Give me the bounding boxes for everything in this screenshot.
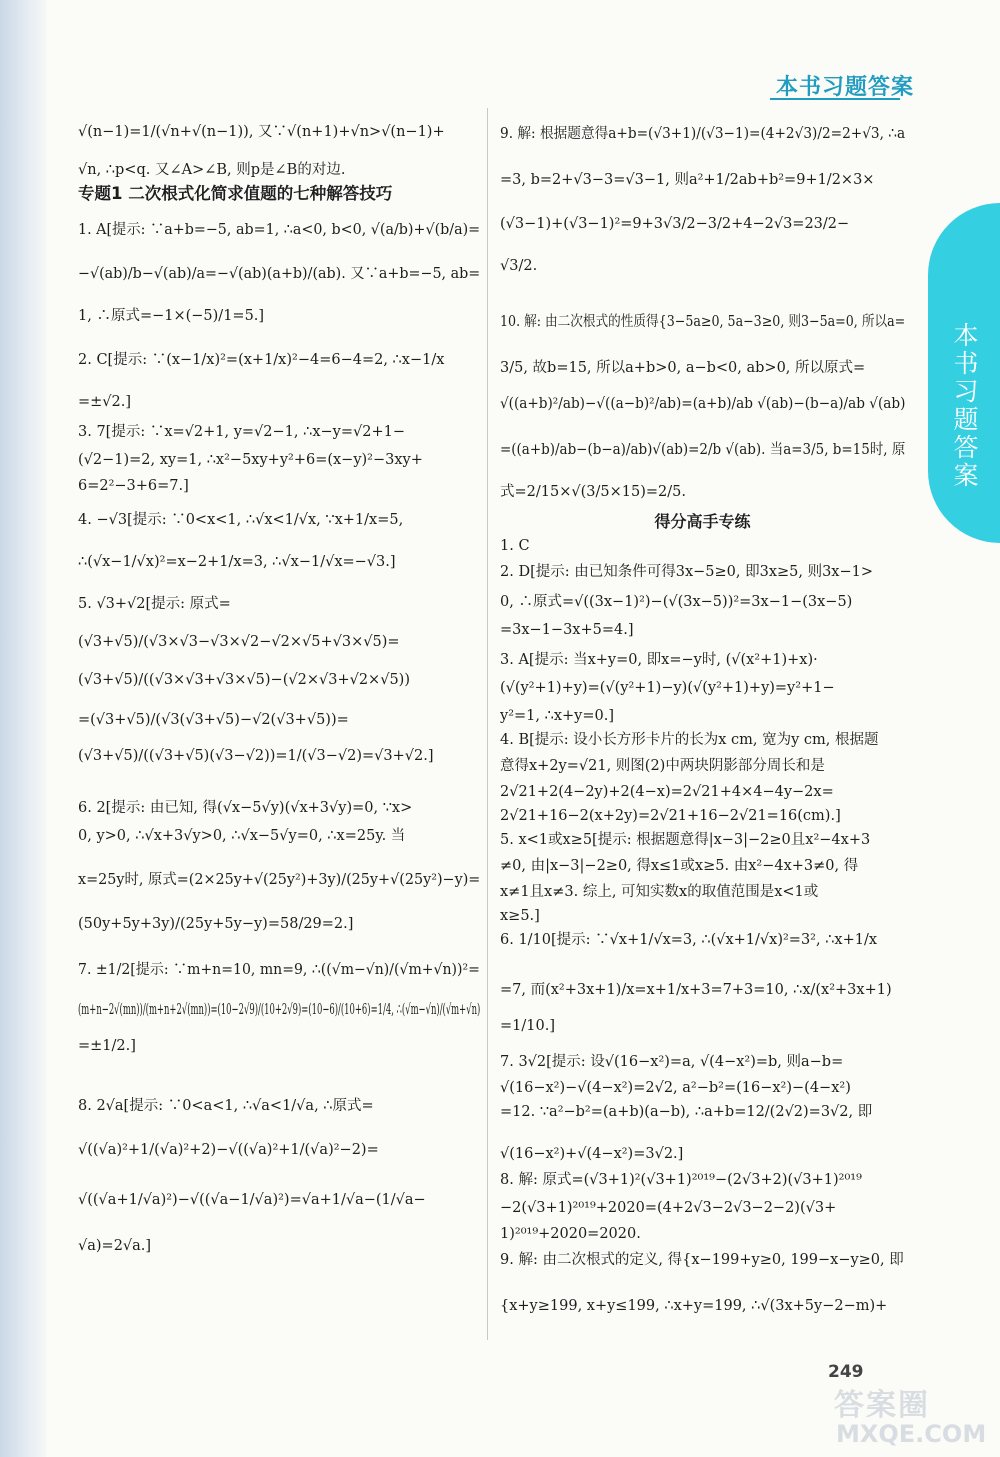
- answer-line: =3, b=2+√3−3=√3−1, 则a²+1/2ab+b²=9+1/2×3×: [500, 172, 875, 188]
- answer-line: =1/10.]: [500, 1018, 555, 1034]
- answer-line: (√2−1)=2, xy=1, ∴x²−5xy+y²+6=(x−y)²−3xy+: [78, 452, 423, 468]
- page-binding-edge: [0, 0, 46, 1457]
- answer-line: (√3+√5)/((√3+√5)(√3−√2))=1/(√3−√2)=√3+√2.]: [78, 748, 434, 764]
- answer-line: 3. A[提示: 当x+y=0, 即x=−y时, (√(x²+1)+x)·: [500, 652, 818, 668]
- page-header-title: 本书习题答案: [776, 75, 915, 100]
- answer-line: √(16−x²)+√(4−x²)=3√2.]: [500, 1146, 684, 1162]
- answer-line: 4. B[提示: 设小长方形卡片的长为x cm, 宽为y cm, 根据题: [500, 732, 879, 748]
- answer-line: =12. ∵a²−b²=(a+b)(a−b), ∴a+b=12/(2√2)=3√2, 即: [500, 1104, 873, 1120]
- answer-line: 式=2/15×√(3/5×15)=2/5.: [500, 484, 686, 500]
- answer-line: 6=2²−3+6=7.]: [78, 478, 189, 494]
- answer-line: 8. 解: 原式=(√3+1)²(√3+1)²⁰¹⁹−(2√3+2)(√3+1)²⁰¹⁹: [500, 1172, 862, 1188]
- answer-line: (√(y²+1)+y)=(√(y²+1)−y)(√(y²+1)+y)=y²+1−: [500, 680, 835, 696]
- answer-line: √3/2.: [500, 258, 538, 274]
- answer-line: (√3+√5)/(√3×√3−√3×√2−√2×√5+√3×√5)=: [78, 634, 400, 650]
- answer-line: √n, ∴p<q. 又∠A>∠B, 则p是∠B的对边.: [78, 162, 346, 178]
- answer-line: 9. 解: 由二次根式的定义, 得{x−199+y≥0, 199−x−y≥0, 即: [500, 1252, 904, 1268]
- answer-line: √((√a+1/√a)²)−√((√a−1/√a)²)=√a+1/√a−(1/√a−: [78, 1192, 426, 1208]
- answer-line: =±1/2.]: [78, 1038, 136, 1054]
- answer-line: 意得x+2y=√21, 则图(2)中两块阴影部分周长和是: [500, 758, 825, 774]
- answer-line: 2. C[提示: ∵(x−1/x)²=(x+1/x)²−4=6−4=2, ∴x−1/x: [78, 352, 445, 368]
- answer-line: =±√2.]: [78, 394, 132, 410]
- answer-line: =3x−1−3x+5=4.]: [500, 622, 634, 638]
- answer-line: =(√3+√5)/(√3(√3+√5)−√2(√3+√5))=: [78, 712, 349, 728]
- answer-line: 9. 解: 根据题意得a+b=(√3+1)/(√3−1)=(4+2√3)/2=2+√3, ∴a: [500, 126, 906, 142]
- answer-line: 0, ∴原式=√((3x−1)²)−(√(3x−5))²=3x−1−(3x−5): [500, 594, 853, 610]
- watermark-url: MXQE.COM: [836, 1420, 987, 1448]
- answer-line: 6. 1/10[提示: ∵√x+1/√x=3, ∴(√x+1/√x)²=3², ∴x+1/x: [500, 932, 878, 948]
- answer-line: 1)²⁰¹⁹+2020=2020.: [500, 1226, 641, 1242]
- answer-line: √(16−x²)−√(4−x²)=2√2, a²−b²=(16−x²)−(4−x²): [500, 1080, 851, 1096]
- side-tab-label: 本书习题答案: [950, 322, 979, 490]
- column-divider: [487, 108, 488, 1340]
- answer-line: 5. √3+√2[提示: 原式=: [78, 596, 231, 612]
- answer-line: 8. 2√a[提示: ∵0<a<1, ∴√a<1/√a, ∴原式=: [78, 1098, 374, 1114]
- answer-line: x≥5.]: [500, 908, 540, 924]
- answer-line: (√3+√5)/((√3×√3+√3×√5)−(√2×√3+√2×√5)): [78, 672, 410, 688]
- watermark: [826, 1380, 996, 1450]
- answer-line: =7, 而(x²+3x+1)/x=x+1/x+3=7+3=10, ∴x/(x²+3x+1): [500, 982, 892, 998]
- answer-line: ≠0, 由|x−3|−2≥0, 得x≤1或x≥5. 由x²−4x+3≠0, 得: [500, 858, 859, 874]
- header-underline: [770, 98, 900, 100]
- answer-line: √a)=2√a.]: [78, 1238, 152, 1254]
- answer-line: y²=1, ∴x+y=0.]: [500, 708, 614, 724]
- answer-line: 1. C: [500, 538, 530, 554]
- watermark-logo: 答案圈: [834, 1388, 930, 1423]
- answer-line: 3/5, 故b=15, 所以a+b>0, a−b<0, ab>0, 所以原式=: [500, 360, 866, 376]
- answer-line: 2. D[提示: 由已知条件可得3x−5≥0, 即3x≥5, 则3x−1>: [500, 564, 874, 580]
- answer-line: 1. A[提示: ∵a+b=−5, ab=1, ∴a<0, b<0, √(a/b)+√(b/a)=: [78, 222, 481, 238]
- answer-line: 7. ±1/2[提示: ∵m+n=10, mn=9, ∴((√m−√n)/(√m+√n))²=: [78, 962, 480, 978]
- answer-line: 10. 解: 由二次根式的性质得{3−5a≥0, 5a−3≥0, 则3−5a=0, 所以a=: [500, 314, 906, 330]
- page-number: 249: [828, 1362, 864, 1382]
- answer-line: 2√21+16−2(x+2y)=2√21+16−2√21=16(cm).]: [500, 808, 841, 824]
- answer-line: 3. 7[提示: ∵x=√2+1, y=√2−1, ∴x−y=√2+1−: [78, 424, 405, 440]
- answer-line: √(n−1)=1/(√n+√(n−1)), 又∵√(n+1)+√n>√(n−1)+: [78, 124, 445, 140]
- answer-line: (√3−1)+(√3−1)²=9+3√3/2−3/2+4−2√3=23/2−: [500, 216, 850, 232]
- answer-line: 5. x<1或x≥5[提示: 根据题意得|x−3|−2≥0且x²−4x+3: [500, 832, 871, 848]
- answer-line: =((a+b)/ab−(b−a)/ab)√(ab)=2/b √(ab). 当a=3/5, b=15时, 原: [500, 442, 906, 458]
- answer-line: √((a+b)²/ab)−√((a−b)²/ab)=(a+b)/ab √(ab)−(b−a)/ab √(ab): [500, 396, 906, 412]
- answer-line: x≠1且x≠3. 综上, 可知实数x的取值范围是x<1或: [500, 884, 819, 900]
- answer-line: 0, y>0, ∴√x+3√y>0, ∴√x−5√y=0, ∴x=25y. 当: [78, 828, 406, 844]
- subsection-heading: 得分高手专练: [654, 512, 751, 531]
- answer-line: (m+n−2√(mn))/(m+n+2√(mn))=(10−2√9)/(10+2√9)=(10−6)/(10+6)=1/4, ∴(√m−√n)/(√m+√n): [78, 1002, 481, 1018]
- answer-line: (50y+5y+3y)/(25y+5y−y)=58/29=2.]: [78, 916, 354, 932]
- answer-line: 1, ∴原式=−1×(−5)/1=5.]: [78, 308, 265, 324]
- answer-line: 6. 2[提示: 由已知, 得(√x−5√y)(√x+3√y)=0, ∵x>: [78, 800, 413, 816]
- answer-line: 7. 3√2[提示: 设√(16−x²)=a, √(4−x²)=b, 则a−b=: [500, 1054, 844, 1070]
- section-heading: 专题1 二次根式化简求值题的七种解答技巧: [78, 184, 393, 203]
- answer-line: {x+y≥199, x+y≤199, ∴x+y=199, ∴√(3x+5y−2−m)+: [500, 1298, 888, 1314]
- answer-line: x=25y时, 原式=(2×25y+√(25y²)+3y)/(25y+√(25y²)−y)=: [78, 872, 481, 888]
- answer-line: 2√21+2(4−2y)+2(4−x)=2√21+4×4−4y−2x=: [500, 784, 834, 800]
- answer-line: −2(√3+1)²⁰¹⁹+2020=(4+2√3−2√3−2−2)(√3+: [500, 1200, 837, 1216]
- answer-line: ∴(√x−1/√x)²=x−2+1/x=3, ∴√x−1/√x=−√3.]: [78, 554, 396, 570]
- answer-line: 4. −√3[提示: ∵0<x<1, ∴√x<1/√x, ∵x+1/x=5,: [78, 512, 404, 528]
- answer-line: −√(ab)/b−√(ab)/a=−√(ab)(a+b)/(ab). 又∵a+b=−5, ab=: [78, 266, 481, 282]
- answer-line: √((√a)²+1/(√a)²+2)−√((√a)²+1/(√a)²−2)=: [78, 1142, 379, 1158]
